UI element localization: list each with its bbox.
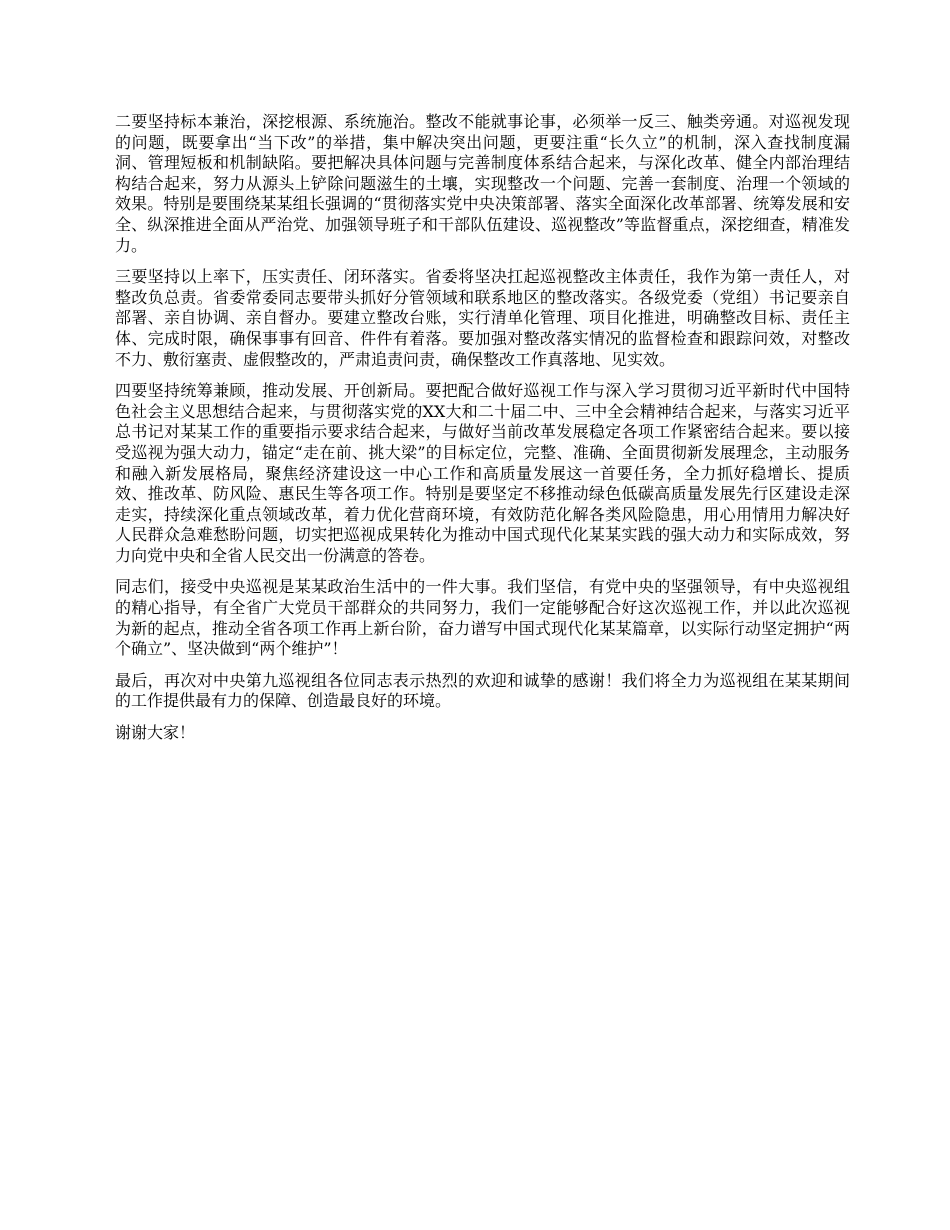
document-body [115,112,850,755]
paragraph-thank-you: 谢谢大家！ [115,723,196,743]
paragraph-point-four: 四要坚持统筹兼顾，推动发展、开创新局。要把配合做好巡视工作与深入学习贯彻习近平新时代中国特色社会主义思想结合起来，与贯彻落实党的XX大和二十届二中、三中全会精神结合起来，与落实习近平总书记对某某工作的重要指示要求结合起来，与做好当前改革发展稳定各项工作紧密结合起来。要以接受巡视为强大动力，锚定“走在前、挑大梁”的目标定位，完整、准确、全面贯彻新发展理念，主动服务和融入新发展格局，聚焦经济建设这一中心工作和高质量发展这一首要任务，全力抓好稳增长、提质效、推改革、防风险、惠民生等各项工作。特别是要坚定不移推动绿色低碳高质量发展先行区建设走深走实，持续深化重点领域改革，着力优化营商环境，有效防范化解各类风险隐患，用心用情用力解决好人民群众急难愁盼问题，切实把巡视成果转化为推动中国式现代化某某实践的强大动力和实际成效，努力向党中央和全省人民交出一份满意的答卷。 [115,381,850,565]
paragraph-closing-thanks: 最后，再次对中央第九巡视组各位同志表示热烈的欢迎和诚挚的感谢！我们将全力为巡视组在某某期间的工作提供最有力的保障、创造最良好的环境。 [115,670,850,711]
paragraph-point-three: 三要坚持以上率下，压实责任、闭环落实。省委将坚决扛起巡视整改主体责任，我作为第一责任人，对整改负总责。省委常委同志要带头抓好分管领域和联系地区的整改落实。各级党委（党组）书记要亲自部署、亲自协调、亲自督办。要建立整改台账，实行清单化管理、项目化推进，明确整改目标、责任主体、完成时限，确保事事有回音、件件有着落。要加强对整改落实情况的监督检查和跟踪问效，对整改不力、敷衍塞责、虚假整改的，严肃追责问责，确保整改工作真落地、见实效。 [115,267,850,369]
paragraph-point-two: 二要坚持标本兼治，深挖根源、系统施治。整改不能就事论事，必须举一反三、触类旁通。对巡视发现的问题，既要拿出“当下改”的举措，集中解决突出问题，更要注重“长久立”的机制，深入查找制度漏洞、管理短板和机制缺陷。要把解决具体问题与完善制度体系结合起来，与深化改革、健全内部治理结构结合起来，努力从源头上铲除问题滋生的土壤，实现整改一个问题、完善一套制度、治理一个领域的效果。特别是要围绕某某组长强调的“贯彻落实党中央决策部署、落实全面深化改革部署、统筹发展和安全、纵深推进全面从严治党、加强领导班子和干部队伍建设、巡视整改”等监督重点，深挖细查，精准发力。 [115,112,850,255]
paragraph-comrades: 同志们，接受中央巡视是某某政治生活中的一件大事。我们坚信，有党中央的坚强领导，有中央巡视组的精心指导，有全省广大党员干部群众的共同努力，我们一定能够配合好这次巡视工作，并以此次巡视为新的起点，推动全省各项工作再上新台阶，奋力谱写中国式现代化某某篇章，以实际行动坚定拥护“两个确立”、坚决做到“两个维护”！ [115,577,850,659]
